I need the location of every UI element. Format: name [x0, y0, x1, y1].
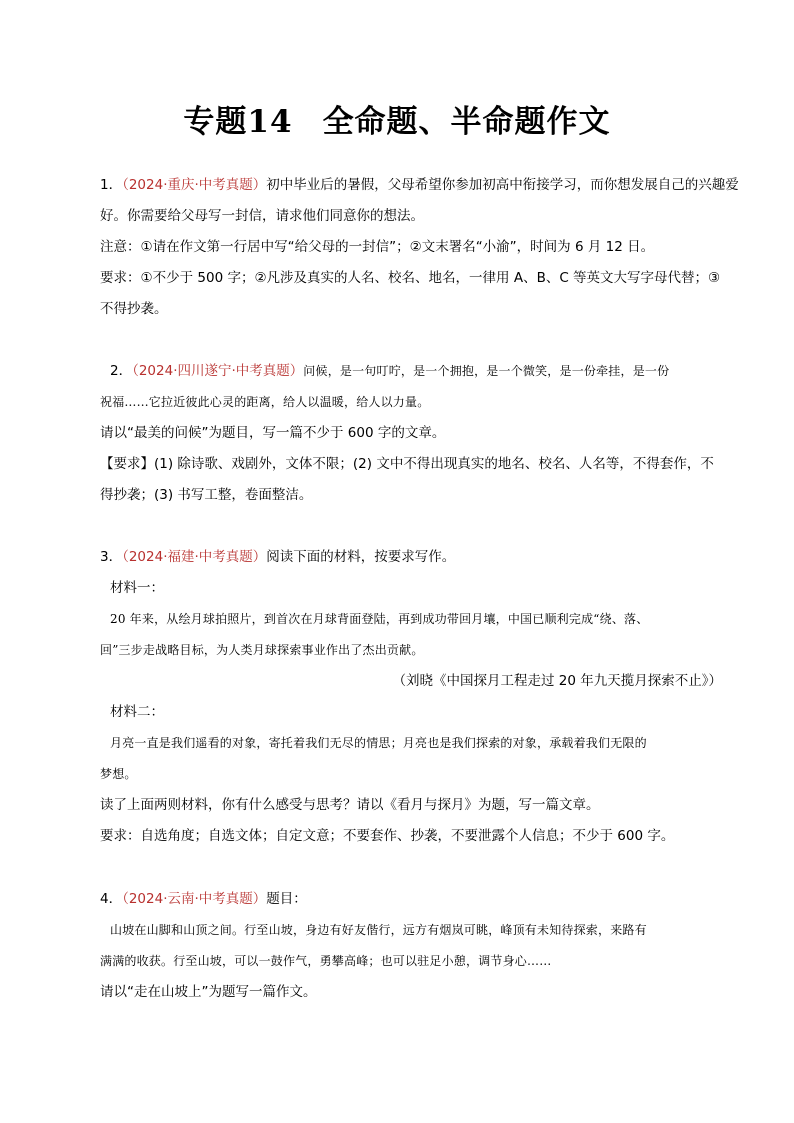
- question-2: [100, 356, 722, 511]
- q4-prompt: 请以“走在山坡上”为题写一篇作文。: [100, 984, 317, 1000]
- q2-number: 2．: [110, 363, 133, 379]
- q4-material-line-2: 满满的收获。行至山坡，可以一鼓作气，勇攀高峰；也可以驻足小憩，调节身心……: [100, 954, 552, 968]
- title-main: 专题14: [183, 104, 293, 140]
- title-sub: 全命题、半命题作文: [322, 104, 611, 140]
- q2-line-3: 请以“最美的问候”为题目，写一篇不少于 600 字的文章。: [100, 425, 446, 441]
- q4-source-tag: （2024·云南·中考真题）: [122, 891, 267, 907]
- q1-number: 1．: [100, 177, 123, 193]
- q2-line-4: 【要求】(1) 除诗歌、戏剧外，文体不限；(2) 文中不得出现真实的地名、校名、人名等，不得套作，不: [100, 456, 714, 472]
- q1-line-2: 好。你需要给父母写一封信，请求他们同意你的想法。: [100, 208, 424, 224]
- q1-line-4: 要求：①不少于 500 字；②凡涉及真实的人名、校名、地名，一律用 A、B、C 等英文大写字母代替；③: [100, 270, 721, 286]
- q2-line-1: [100, 356, 722, 387]
- q3-number: 3．: [100, 549, 123, 565]
- q1-line-1: [100, 170, 739, 201]
- q4-line-1: [100, 884, 722, 915]
- q2-line-5: 得抄袭；(3) 书写工整，卷面整洁。: [100, 487, 313, 503]
- q3-requirements: 要求：自选角度；自选文体；自定文意；不要套作、抄袭，不要泄露个人信息；不少于 600 字。: [100, 828, 675, 844]
- q3-material-2-line-1: 月亮一直是我们遥看的对象，寄托着我们无尽的情思；月亮也是我们探索的对象，承载着我们无限的: [110, 736, 647, 750]
- q3-source-tag: （2024·福建·中考真题）: [122, 549, 267, 565]
- q1-line-5: 不得抄袭。: [100, 301, 168, 317]
- question-1: [100, 170, 739, 325]
- q4-material-line-1: 山坡在山脚和山顶之间。行至山坡，身边有好友偕行，远方有烟岚可眺，峰顶有未知待探索，来路有: [110, 923, 647, 937]
- page-title: [0, 96, 794, 141]
- q3-prompt: 读了上面两则材料，你有什么感受与思考？请以《看月与探月》为题，写一篇文章。: [100, 797, 600, 813]
- q3-material-1-label: 材料一：: [110, 580, 164, 596]
- q1-line-3: 注意：①请在作文第一行居中写“给父母的一封信”；②文末署名“小渝”，时间为 6 月 12 日。: [100, 239, 655, 255]
- q3-material-2-label: 材料二：: [110, 704, 164, 720]
- q1-text: 初中毕业后的暑假，父母希望你参加初高中衔接学习，而你想发展自己的兴趣爱: [266, 177, 739, 193]
- question-3: [100, 542, 722, 852]
- q3-line-1: [100, 542, 722, 573]
- q3-material-2-line-2: 梦想。: [100, 767, 137, 781]
- q3-text: 阅读下面的材料，按要求写作。: [266, 549, 456, 565]
- q3-material-1-line-1: 20 年来，从绘月球拍照片，到首次在月球背面登陆，再到成功带回月壤，中国已顺利完成“绕、落、: [110, 612, 649, 626]
- question-4: [100, 884, 722, 1008]
- q4-number: 4．: [100, 891, 123, 907]
- q2-line-2: 祝福……它拉近彼此心灵的距离，给人以温暖，给人以力量。: [100, 395, 430, 409]
- q3-material-1-line-2: 回”三步走战略目标，为人类月球探索事业作出了杰出贡献。: [100, 643, 424, 657]
- q1-source-tag: （2024·重庆·中考真题）: [122, 177, 267, 193]
- q3-material-1-citation: （刘晓《中国探月工程走过 20 年九天揽月探索不止》）: [392, 673, 722, 689]
- q4-text: 题目：: [266, 891, 307, 907]
- q2-source-tag: （2024·四川遂宁·中考真题）: [132, 363, 304, 379]
- q2-text: 问候，是一句叮咛，是一个拥抱，是一个微笑，是一份牵挂，是一份: [303, 364, 670, 378]
